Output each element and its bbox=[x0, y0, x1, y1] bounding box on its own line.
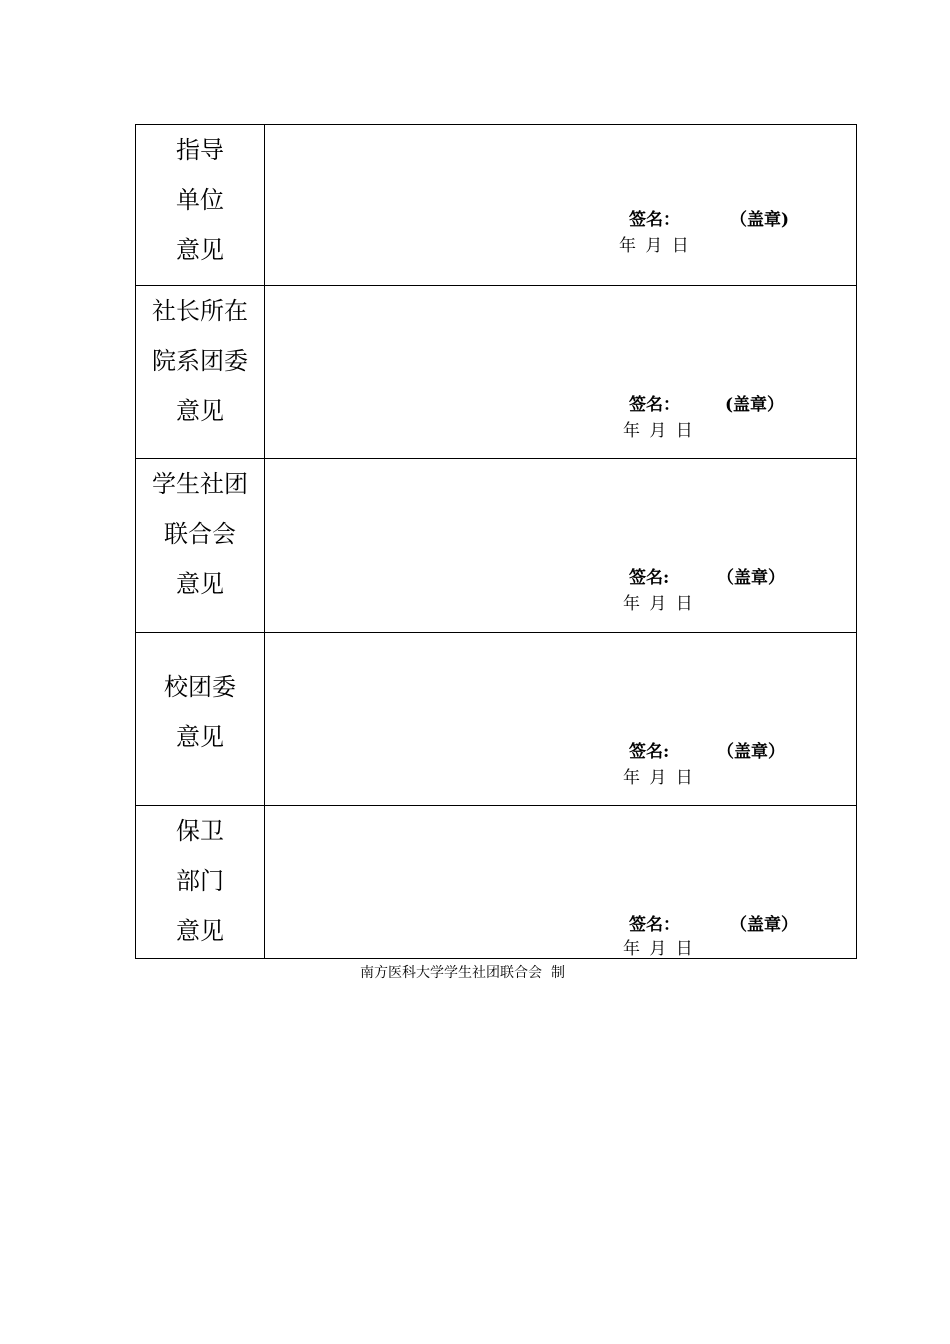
signature-label: 签名： bbox=[629, 395, 680, 415]
signature-label: 签名: bbox=[629, 742, 670, 762]
date-label: 年 月 日 bbox=[623, 939, 695, 959]
opinion-entry-area[interactable] bbox=[265, 286, 857, 459]
seal-label: （盖章） bbox=[717, 742, 785, 762]
row-label-line: 意见 bbox=[176, 397, 224, 425]
row-label-line: 校团委 bbox=[164, 673, 236, 701]
row-label-line: 部门 bbox=[176, 867, 224, 895]
row-label-cell bbox=[136, 125, 265, 286]
approval-opinions-table bbox=[135, 124, 857, 959]
row-label bbox=[136, 125, 264, 275]
opinion-entry-area[interactable] bbox=[265, 125, 857, 286]
seal-label: （盖章） bbox=[717, 568, 785, 588]
opinion-entry-area[interactable] bbox=[265, 459, 857, 633]
row-label-line: 指导 bbox=[176, 136, 224, 164]
row-label-line: 意见 bbox=[176, 236, 224, 264]
opinion-row-school-league bbox=[136, 633, 857, 806]
signature-label: 签名: bbox=[629, 568, 670, 588]
row-label bbox=[136, 286, 264, 436]
document-footer: 南方医科大学学生社团联合会 制 bbox=[360, 965, 565, 981]
seal-label: (盖章） bbox=[725, 395, 785, 415]
row-label-line: 院系团委 bbox=[152, 347, 248, 375]
seal-label: （盖章） bbox=[730, 915, 798, 935]
row-label-cell bbox=[136, 633, 265, 806]
row-label bbox=[136, 459, 264, 609]
opinion-row-department-league bbox=[136, 286, 857, 459]
row-label bbox=[136, 806, 264, 956]
row-label-line: 联合会 bbox=[164, 520, 236, 548]
row-label-cell bbox=[136, 806, 265, 959]
seal-label: （盖章) bbox=[730, 210, 790, 230]
opinion-row-guiding-unit bbox=[136, 125, 857, 286]
row-label-line: 社长所在 bbox=[152, 297, 248, 325]
row-label-line: 保卫 bbox=[176, 817, 224, 845]
row-label-line: 意见 bbox=[176, 570, 224, 598]
date-label: 年 月 日 bbox=[619, 236, 691, 256]
row-label-line: 意见 bbox=[176, 723, 224, 751]
date-label: 年 月 日 bbox=[623, 421, 695, 441]
opinion-row-security-dept bbox=[136, 806, 857, 959]
opinion-entry-area[interactable] bbox=[265, 806, 857, 959]
signature-label: 签名： bbox=[629, 915, 680, 935]
date-label: 年 月 日 bbox=[623, 768, 695, 788]
opinion-entry-area[interactable] bbox=[265, 633, 857, 806]
row-label-line: 单位 bbox=[176, 186, 224, 214]
row-label-cell bbox=[136, 459, 265, 633]
row-label-cell bbox=[136, 286, 265, 459]
signature-label: 签名： bbox=[629, 210, 680, 230]
opinion-row-student-union bbox=[136, 459, 857, 633]
row-label-line: 学生社团 bbox=[152, 470, 248, 498]
row-label bbox=[136, 662, 264, 762]
row-label-line: 意见 bbox=[176, 917, 224, 945]
date-label: 年 月 日 bbox=[623, 594, 695, 614]
